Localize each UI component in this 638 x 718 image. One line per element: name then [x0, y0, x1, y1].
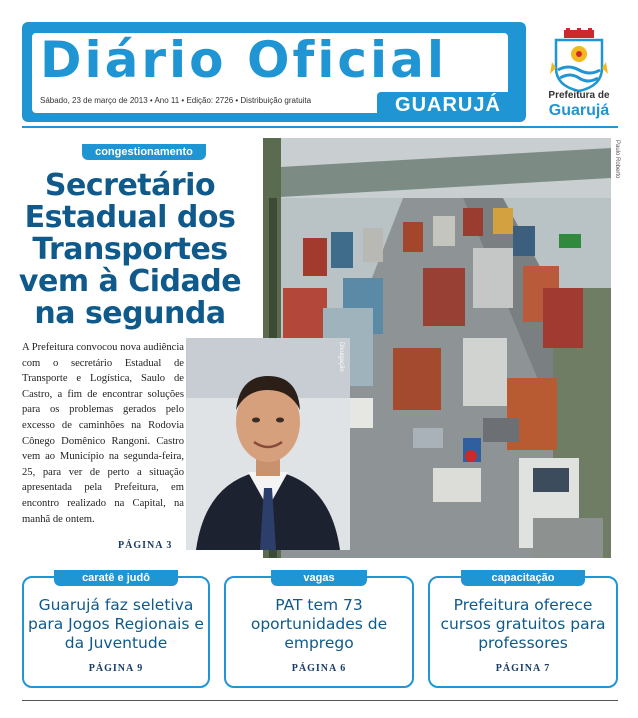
main-story-tag: congestionamento: [82, 144, 206, 160]
logo-text-guaruja: Guarujá: [548, 102, 610, 119]
date-line: Sábado, 23 de março de 2013 • Ano 11 • Edição: 2726 • Distribuição gratuita: [40, 96, 312, 105]
story-box-training[interactable]: [428, 572, 618, 688]
story-box-sports[interactable]: [22, 572, 210, 688]
main-headline[interactable]: Secretário Estadual dos Transportes vem à Cidade na segunda: [18, 168, 242, 331]
story-box-tag: vagas: [271, 570, 367, 586]
secretary-portrait-image: [186, 338, 350, 550]
newspaper-title: Diário Oficial: [40, 31, 447, 89]
story-box-title: PAT tem 73 oportunidades de emprego: [250, 596, 388, 652]
city-badge: GUARUJÁ: [377, 92, 519, 118]
story-box-tag: caratê e judô: [54, 570, 178, 586]
footer-divider: [22, 700, 618, 701]
header-divider: [22, 126, 618, 128]
main-story-body: A Prefeitura convocou nova audiência com o secretário Estadual de Transporte e Logística, Saulo de Castro, a fim de encontrar soluções para os problemas gerados pelo excesso de caminhões na Rodovia Cônego Domênico Rangoni. Castro vem ao Município na segunda-feira, 25, para ver de perto a situação apresentada pela Prefeitura, em encontro realizado na Capital, na manhã de ontem.: [22, 342, 184, 525]
city-crest-icon: [550, 28, 608, 92]
logo-text-prefeitura: Prefeitura de: [548, 90, 610, 101]
masthead: [22, 22, 526, 122]
story-box-page-ref: PÁGINA 6: [291, 663, 347, 674]
story-box-title: Guarujá faz seletiva para Jogos Regionais e da Juventude: [28, 596, 204, 652]
photo-credit: Paulo Roberto: [614, 140, 620, 179]
inset-portrait-photo: [186, 338, 350, 550]
prefeitura-logo[interactable]: [538, 22, 620, 122]
story-box-tag: capacitação: [461, 570, 585, 586]
story-box-jobs[interactable]: [224, 572, 414, 688]
main-story-page-ref[interactable]: PÁGINA 3: [118, 540, 173, 551]
story-box-title: Prefeitura oferece cursos gratuitos para professores: [440, 596, 606, 652]
story-box-page-ref: PÁGINA 7: [495, 663, 551, 674]
inset-photo-credit: Divulgação: [338, 342, 344, 372]
story-box-page-ref: PÁGINA 9: [88, 663, 144, 674]
